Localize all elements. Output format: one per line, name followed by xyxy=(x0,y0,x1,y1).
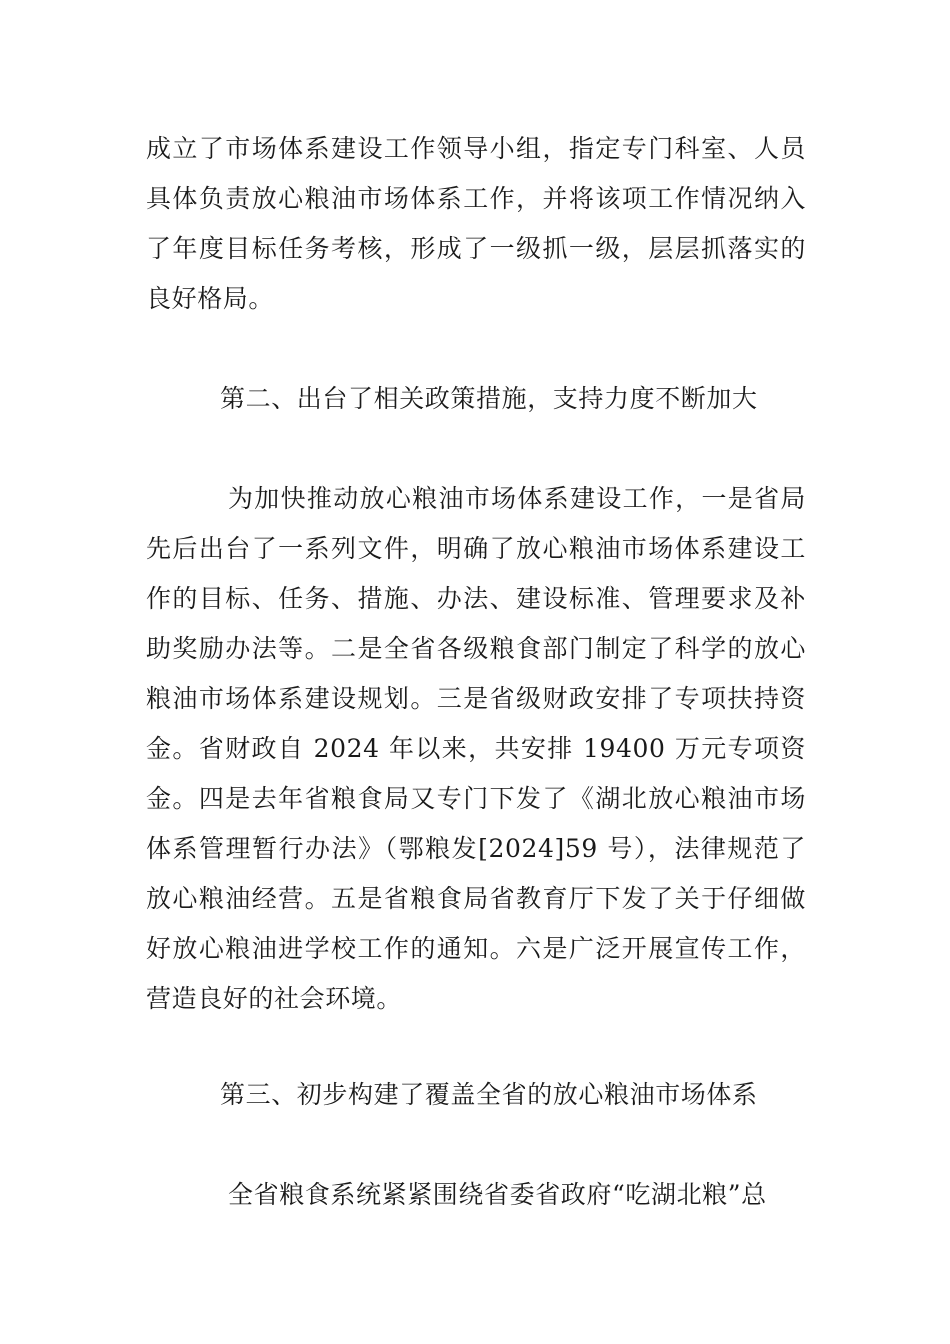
body-paragraph-leadership-group: 成立了市场体系建设工作领导小组，指定专门科室、人员具体负责放心粮油市场体系工作，并将该项工作情况纳入了年度目标任务考核，形成了一级抓一级，层层抓落实的良好格局。 xyxy=(146,134,806,313)
body-paragraph-grain-system: 全省粮食系统紧紧围绕省委省政府“吃湖北粮”总 xyxy=(228,1180,767,1209)
body-paragraph-policy-details: 为加快推动放心粮油市场体系建设工作，一是省局先后出台了一系列文件，明确了放心粮油市场体系建设工作的目标、任务、措施、办法、建设标准、管理要求及补助奖励办法等。二是全省各级粮食部门制定了科学的放心粮油市场体系建设规划。三是省级财政安排了专项扶持资金。省财政自 2024 年以来，共安排 19400 万元专项资金。四是去年省粮食局又专门下发了《湖北放心粮油市场体系管理暂行办法》（鄂粮发[2024]59 号），法律规范了放心粮油经营。五是省粮食局省教育厅下发了关于仔细做好放心粮油进学校工作的通知。六是广泛开展宣传工作，营造良好的社会环境。 xyxy=(146,484,806,1013)
section-heading-policy-measures: 第二、出台了相关政策措施，支持力度不断加大 xyxy=(220,384,758,413)
section-heading-market-system: 第三、初步构建了覆盖全省的放心粮油市场体系 xyxy=(220,1080,758,1109)
